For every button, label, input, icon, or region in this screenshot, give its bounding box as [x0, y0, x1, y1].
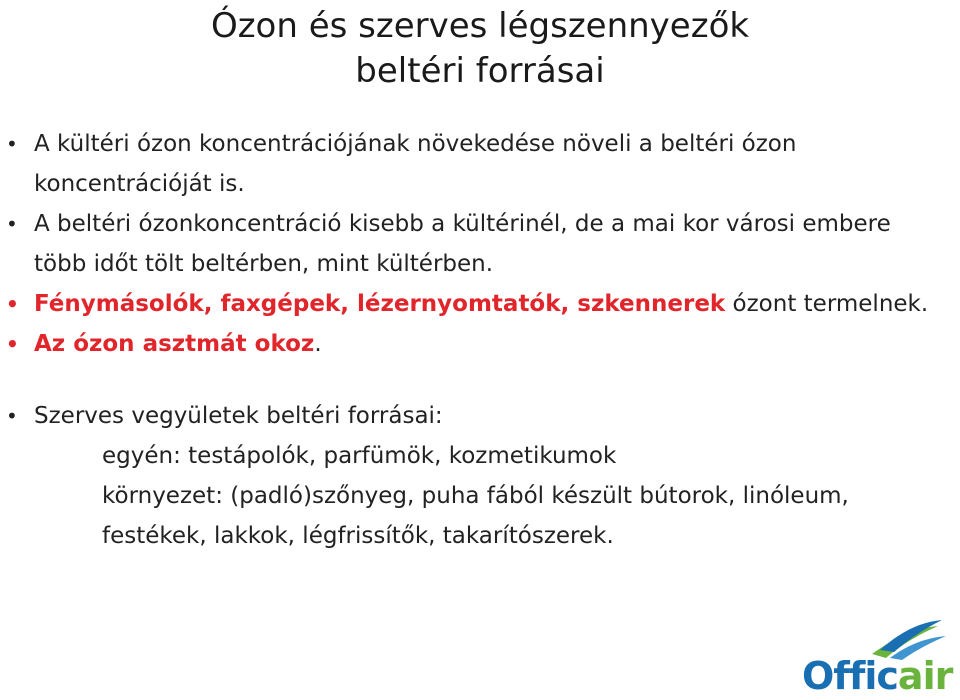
- logo-wordmark: [802, 656, 952, 696]
- bullet-text: Szerves vegyületek beltéri forrásai:: [34, 403, 443, 429]
- bullet-dot-icon: •: [6, 132, 18, 156]
- bullet-dot-icon: •: [6, 212, 18, 236]
- officair-logo: [802, 618, 952, 696]
- bullet-item: [0, 124, 940, 204]
- logo-text-air: air: [897, 654, 953, 698]
- bullet-dot-icon: •: [6, 404, 18, 428]
- title-line-1: Ózon és szerves légszennyezők: [210, 6, 750, 46]
- bullet-highlight: Az ózon asztmát okoz: [34, 331, 315, 357]
- sub-item: egyén: testápolók, parfümök, kozmetikumok: [102, 443, 617, 469]
- bullet-dot-icon: •: [6, 332, 19, 356]
- bullet-list: [0, 124, 940, 556]
- title-line-2: beltéri forrásai: [355, 51, 605, 91]
- bullet-item: [0, 284, 940, 324]
- bullet-item: [0, 396, 940, 556]
- sub-item: környezet: (padló)szőnyeg, puha fából készült bútorok, linóleum, festékek, lakkok, légfrissítők, takarítószerek.: [102, 483, 849, 549]
- bullet-text: A beltéri ózonkoncentráció kisebb a kültérinél, de a mai kor városi embere több időt tölt beltérben, mint kültérben.: [34, 211, 891, 277]
- logo-text-offic: Offic: [802, 654, 898, 698]
- slide-title: [0, 4, 960, 94]
- bullet-text: A kültéri ózon koncentrációjának növekedése növeli a beltéri ózon koncentrációját is.: [34, 131, 797, 197]
- bullet-item: [0, 324, 940, 364]
- bullet-text: ózont termelnek.: [725, 291, 929, 317]
- bullet-highlight: Fénymásolók, faxgépek, lézernyomtatók, szkennerek: [34, 291, 726, 317]
- bullet-dot-icon: •: [6, 292, 19, 316]
- bullet-text: .: [314, 331, 322, 357]
- bullet-item: [0, 204, 940, 284]
